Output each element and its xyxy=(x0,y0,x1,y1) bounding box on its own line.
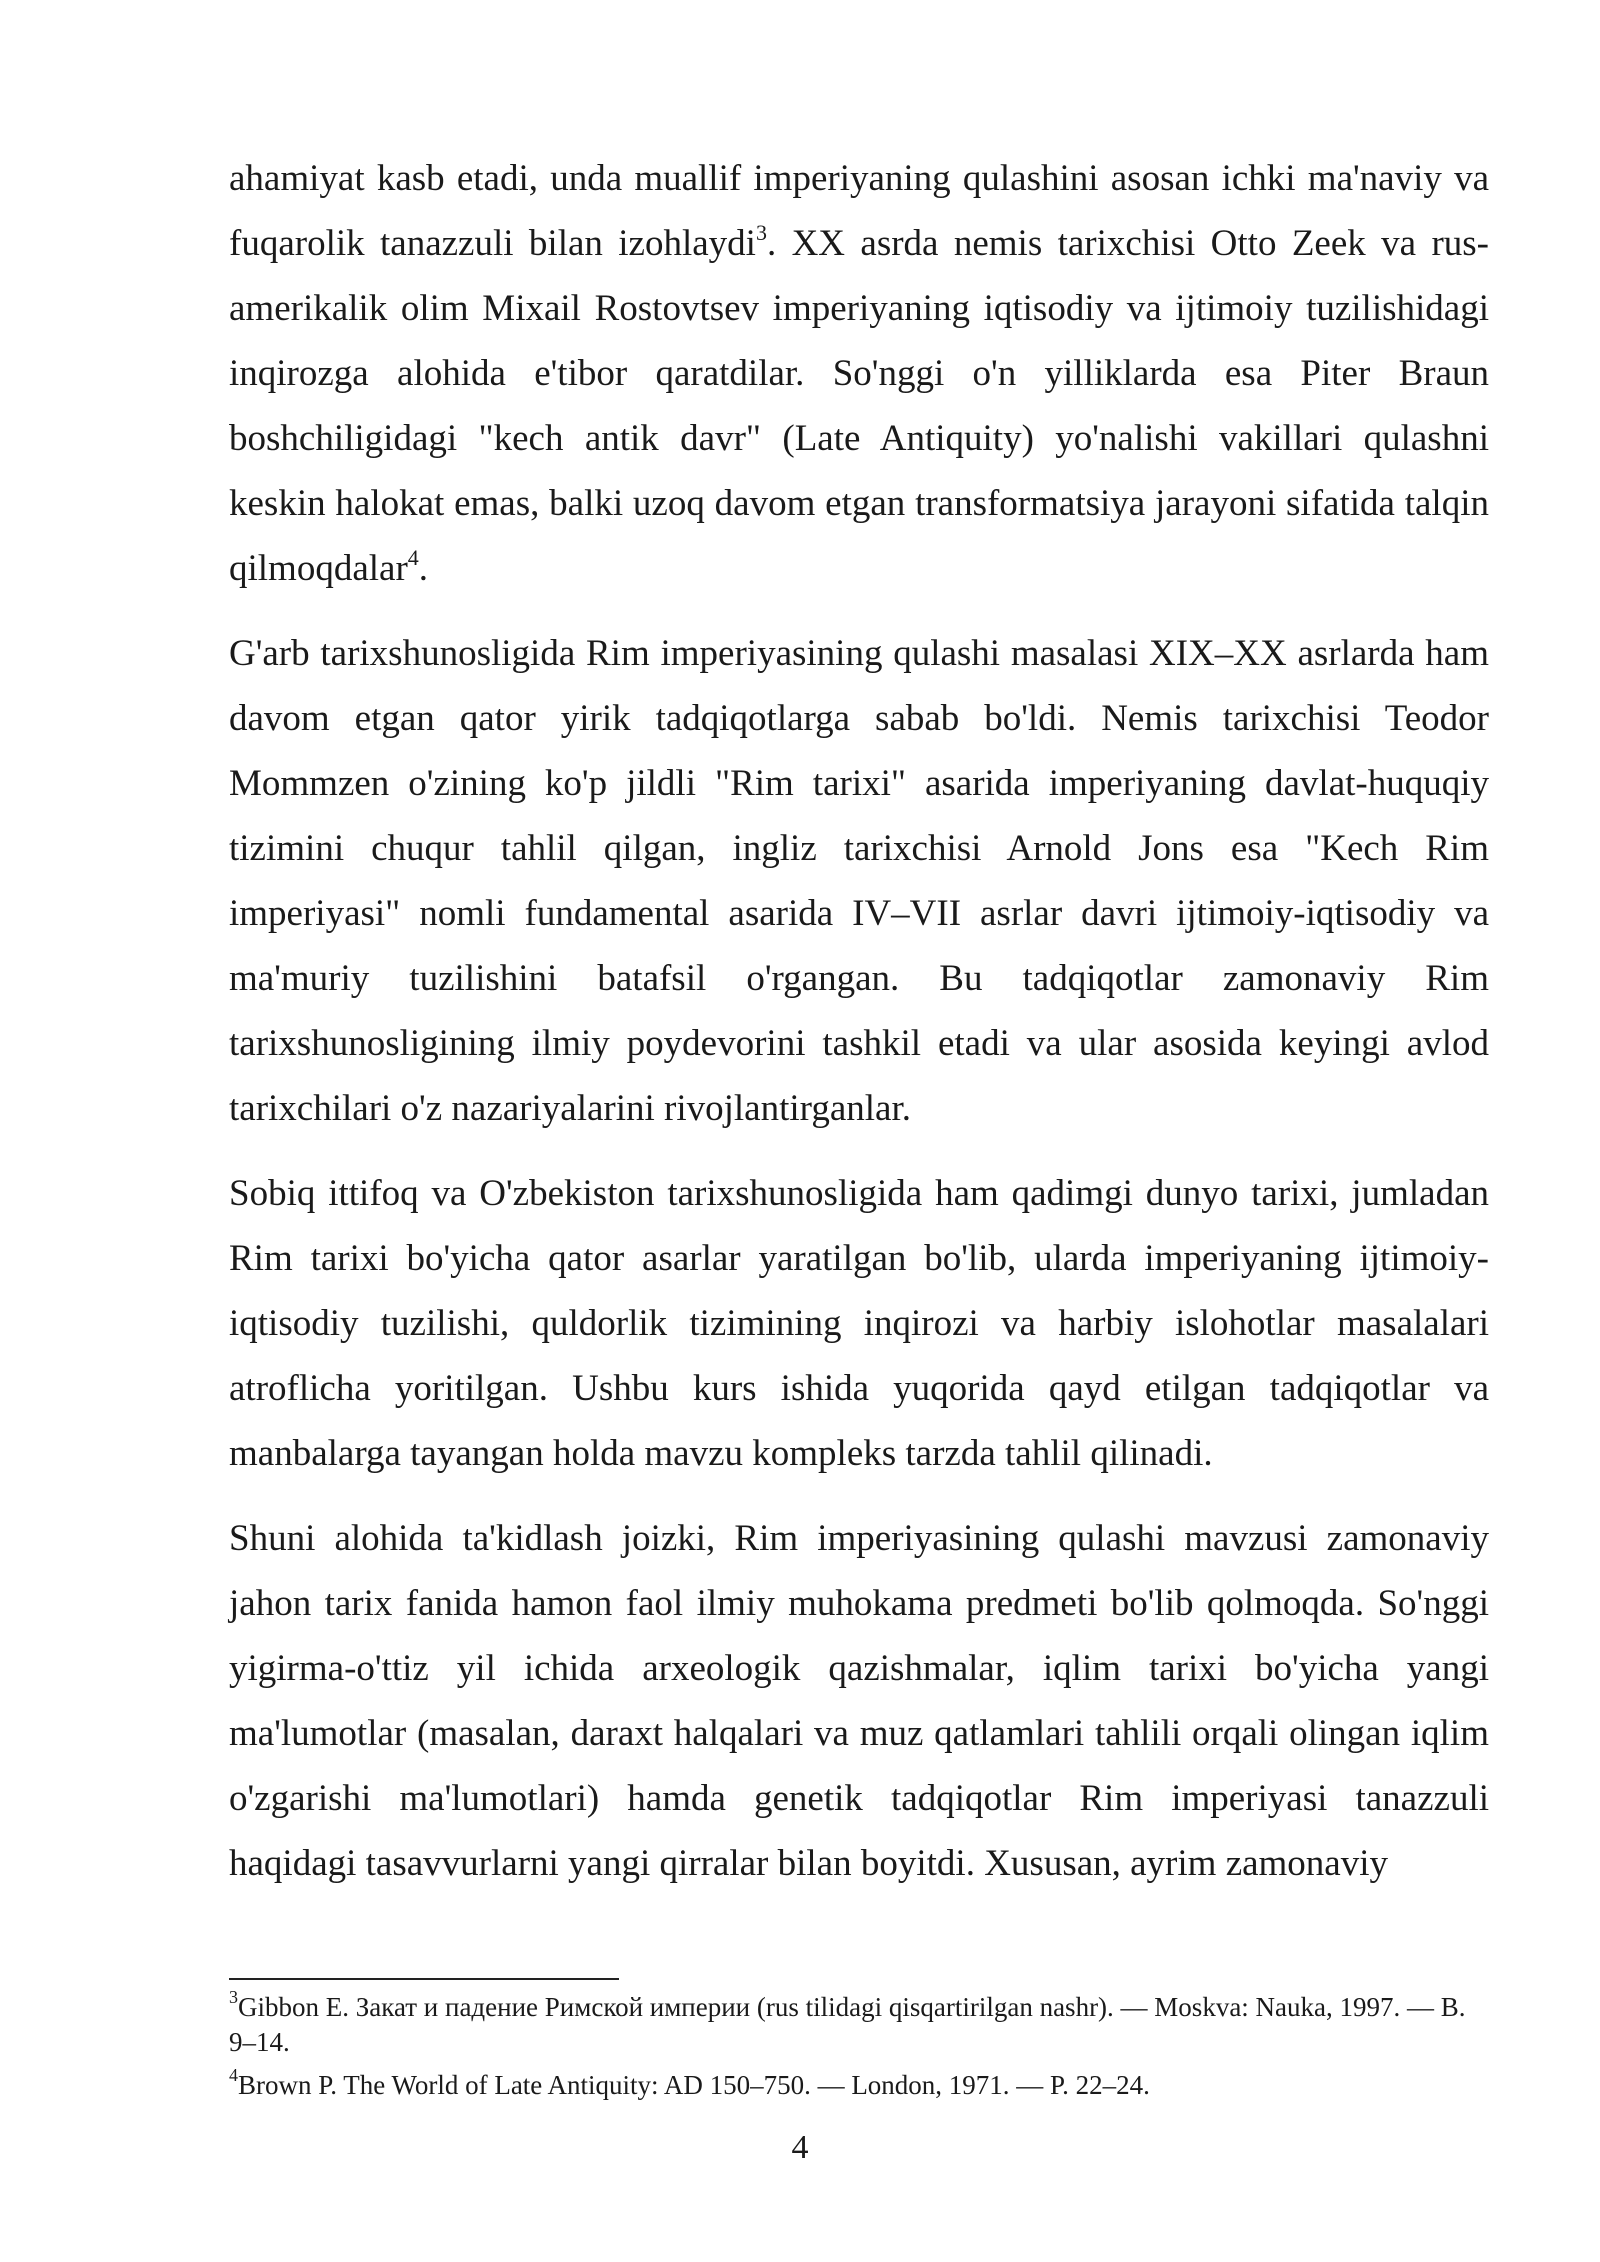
footnote-4 xyxy=(229,2065,1489,2103)
paragraph-text: . xyxy=(418,548,429,589)
footnote-divider xyxy=(229,1978,619,1980)
paragraph-2: G'arb tarixshunosligida Rim imperiyasining qulashi masalasi XIX–XX asrlarda ham davom etgan qator yirik tadqiqotlarga sabab bo'ldi. Nemis tarixchisi Teodor Mommzen o'zining ko'p jildli "Rim tarixi" asarida imperiyaning davlat-huquqiy tizimini chuqur tahlil qilgan, ingliz tarixchisi Arnold Jons esa "Kech Rim imperiyasi" nomli fundamental asarida IV–VII asrlar davri ijtimoiy-iqtisodiy va ma'muriy tuzilishini batafsil o'rgangan. Bu tadqiqotlar zamonaviy Rim tarixshunosligining ilmiy poydevorini tashkil etadi va ular asosida keyingi avlod tarixchilari o'z nazariyalarini rivojlantirganlar. xyxy=(229,633,1489,1129)
footnote-3 xyxy=(229,1987,1489,2060)
paragraph-text: ahamiyat kasb etadi, unda muallif imperiyaning qulashini asosan ichki ma'naviy va fuqarolik tanazzuli bilan izohlaydi xyxy=(229,158,1489,264)
paragraph-text: . XX asrda nemis tarixchisi Otto Zeek va rus-amerikalik olim Mixail Rostovtsev imperiyaning iqtisodiy va ijtimoiy tuzilishidagi inqirozga alohida e'tibor qaratdilar. So'nggi o'n yilliklarda esa Piter Braun boshchiligidagi "kech antik davr" (Late Antiquity) yo'nalishi vakillari qulashni keskin halokat emas, balki uzoq davom etgan transformatsiya jarayoni sifatida talqin qilmoqdalar xyxy=(229,223,1489,589)
paragraph-4: Shuni alohida ta'kidlash joizki, Rim imperiyasining qulashi mavzusi zamonaviy jahon tarix fanida hamon faol ilmiy muhokama predmeti bo'lib qolmoqda. So'nggi yigirma-o'ttiz yil ichida arxeologik qazishmalar, iqlim tarixi bo'yicha yangi ma'lumotlar (masalan, daraxt halqalari va muz qatlamlari tahlili orqali olingan iqlim o'zgarishi ma'lumotlari) hamda genetik tadqiqotlar Rim imperiyasi tanazzuli haqidagi tasavvurlarni yangi qirralar bilan boyitdi. Xususan, ayrim zamonaviy xyxy=(229,1518,1489,1884)
paragraph-1 xyxy=(229,146,1489,601)
footnote-text: Brown P. The World of Late Antiquity: AD 150–750. — London, 1971. — P. 22–24. xyxy=(238,2070,1150,2100)
footnote-ref-3[interactable]: 3 xyxy=(755,219,767,245)
page-number: 4 xyxy=(791,2129,809,2166)
footnote-text: Gibbon E. Закат и падение Римской империи (rus tilidagi qisqartirilgan nashr). — Moskva: Nauka, 1997. — B. 9–14. xyxy=(229,1992,1466,2057)
page-body xyxy=(229,146,1489,1916)
footnote-mark: 4 xyxy=(229,2065,238,2085)
footnote-mark: 3 xyxy=(229,1987,238,2007)
footnotes xyxy=(229,1987,1489,2111)
footnote-ref-4[interactable]: 4 xyxy=(407,544,419,570)
paragraph-3: Sobiq ittifoq va O'zbekiston tarixshunosligida ham qadimgi dunyo tarixi, jumladan Rim tarixi bo'yicha qator asarlar yaratilgan bo'lib, ularda imperiyaning ijtimoiy-iqtisodiy tuzilishi, quldorlik tizimining inqirozi va harbiy islohotlar masalalari atroflicha yoritilgan. Ushbu kurs ishida yuqorida qayd etilgan tadqiqotlar va manbalarga tayangan holda mavzu kompleks tarzda tahlil qilinadi. xyxy=(229,1173,1489,1474)
